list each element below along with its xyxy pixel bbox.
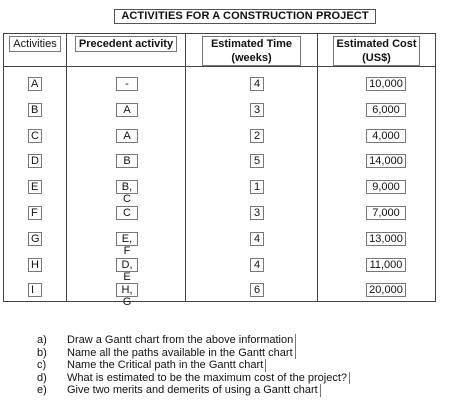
precedent-cell: H, G — [116, 283, 138, 297]
activity-cell: G — [28, 232, 42, 246]
header-estimated-time: Estimated Time (weeks) — [186, 36, 317, 66]
cost-cell: 11,000 — [366, 258, 406, 272]
list-item: c) Name the Critical path in the Gantt chart — [37, 359, 350, 372]
list-item: a) Draw a Gantt chart from the above information — [37, 334, 350, 347]
table-top-border — [3, 33, 436, 34]
activity-cell: D — [28, 154, 42, 168]
time-cell: 2 — [250, 129, 264, 143]
time-cell: 3 — [250, 103, 264, 117]
list-item: b) Name all the paths available in the Gantt chart — [37, 347, 350, 360]
column-divider-3 — [185, 33, 186, 302]
header-estimated-cost: Estimated Cost (US$) — [318, 36, 435, 66]
column-divider-4 — [317, 33, 318, 302]
cost-cell: 20,000 — [366, 283, 406, 297]
activity-cell: A — [28, 77, 42, 91]
table-bottom-border — [3, 301, 436, 302]
precedent-cell: E, F — [116, 232, 138, 246]
precedent-cell: A — [116, 103, 138, 117]
activity-cell: B — [28, 103, 42, 117]
time-cell: 4 — [250, 232, 264, 246]
cost-cell: 6,000 — [366, 103, 406, 117]
time-cell: 5 — [250, 154, 264, 168]
time-cell: 3 — [250, 206, 264, 220]
time-cell: 1 — [250, 180, 264, 194]
activity-cell: C — [28, 129, 42, 143]
activity-cell: H — [28, 258, 42, 272]
cost-cell: 9,000 — [366, 180, 406, 194]
question-list — [37, 334, 350, 397]
precedent-cell: B, C — [116, 180, 138, 194]
column-divider-5 — [435, 33, 436, 302]
precedent-cell: A — [116, 129, 138, 143]
precedent-cell: C — [116, 206, 138, 220]
table-title: ACTIVITIES FOR A CONSTRUCTION PROJECT — [114, 9, 376, 24]
activity-cell: I — [28, 283, 42, 297]
activity-cell: E — [28, 180, 42, 194]
time-cell: 6 — [250, 283, 264, 297]
cost-cell: 10,000 — [366, 77, 406, 91]
cost-cell: 7,000 — [366, 206, 406, 220]
precedent-cell: D, E — [116, 258, 138, 272]
precedent-cell: - — [116, 77, 138, 91]
header-precedent: Precedent activity — [67, 36, 185, 52]
time-cell: 4 — [250, 77, 264, 91]
column-divider-1 — [3, 33, 4, 302]
cost-cell: 13,000 — [366, 232, 406, 246]
cost-cell: 14,000 — [366, 154, 406, 168]
list-item: e) Give two merits and demerits of using a Gantt chart — [37, 384, 350, 397]
list-item: d) What is estimated to be the maximum cost of the project? — [37, 372, 350, 385]
header-activities: Activities — [4, 36, 66, 52]
precedent-cell: B — [116, 154, 138, 168]
activity-cell: F — [28, 206, 42, 220]
column-divider-2 — [66, 33, 67, 302]
header-bottom-border — [3, 66, 436, 67]
time-cell: 4 — [250, 258, 264, 272]
cost-cell: 4,000 — [366, 129, 406, 143]
